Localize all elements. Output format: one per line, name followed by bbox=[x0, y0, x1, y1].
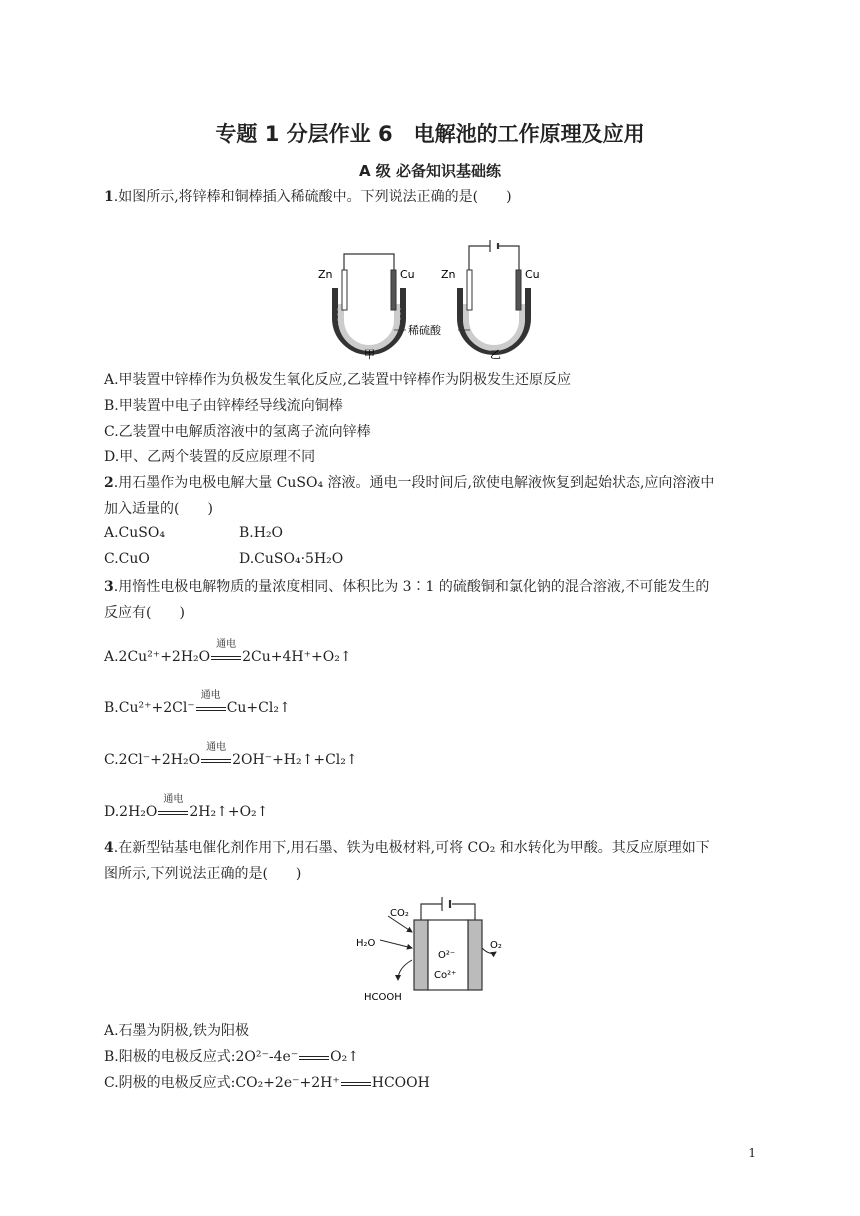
question-text: .如图所示,将锌棒和铜棒插入稀硫酸中。下列说法正确的是( ) bbox=[113, 189, 512, 205]
label-co2-plus: Co²⁺ bbox=[434, 970, 457, 981]
section-heading: A 级 必备知识基础练 bbox=[358, 162, 502, 180]
question-number: 3 bbox=[104, 579, 114, 595]
electrolysis-equals-sign: 通电 bbox=[158, 805, 188, 819]
question-4-stem bbox=[104, 837, 710, 857]
question-3-stem-cont: 反应有( ) bbox=[104, 605, 185, 621]
equals-sign bbox=[299, 1050, 329, 1064]
electrolysis-equals-sign: 通电 bbox=[196, 701, 226, 715]
cell-jia bbox=[335, 254, 403, 352]
question-2-option-d: D.CuSO₄·5H₂O bbox=[239, 551, 344, 567]
label-yi: 乙 bbox=[490, 348, 501, 361]
question-1-option-a: A.甲装置中锌棒作为负极发生氧化反应,乙装置中锌棒作为阴极发生还原反应 bbox=[104, 372, 572, 388]
question-3-option-d: D.2H₂O 通电 2H₂↑+O₂↑ bbox=[104, 794, 269, 820]
question-2-option-c: C.CuO bbox=[104, 551, 150, 567]
question-4-option-c: C.阴极的电极反应式:CO₂+2e⁻+2H⁺ HCOOH bbox=[104, 1075, 430, 1091]
question-3-stem bbox=[104, 576, 709, 596]
figure-co2-electrolysis bbox=[350, 894, 520, 1006]
electrolysis-equals-sign: 通电 bbox=[211, 650, 241, 664]
question-number: 2 bbox=[104, 475, 114, 491]
label-co2: CO₂ bbox=[390, 908, 409, 919]
question-text: .用石墨作为电极电解大量 CuSO₄ 溶液。通电一段时间后,欲使电解液恢复到起始状态,应向溶液中 bbox=[113, 475, 715, 491]
label-o2-minus: O²⁻ bbox=[438, 950, 456, 961]
cell-yi bbox=[460, 240, 528, 352]
question-4-option-a: A.石墨为阴极,铁为阳极 bbox=[104, 1023, 250, 1039]
question-number: 4 bbox=[104, 840, 114, 856]
page-number: 1 bbox=[748, 1146, 756, 1160]
question-3-option-a: A.2Cu²⁺+2H₂O 通电 2Cu+4H⁺+O₂↑ bbox=[104, 639, 352, 665]
question-1-option-d: D.甲、乙两个装置的反应原理不同 bbox=[104, 449, 316, 465]
page-title: 专题 1 分层作业 6 电解池的工作原理及应用 bbox=[215, 122, 645, 146]
label-dilute-acid: 稀硫酸 bbox=[408, 324, 441, 337]
question-2-stem-cont: 加入适量的( ) bbox=[104, 501, 213, 517]
label-jia: 甲 bbox=[364, 348, 375, 361]
question-3-option-b: B.Cu²⁺+2Cl⁻ 通电 Cu+Cl₂↑ bbox=[104, 690, 291, 716]
equals-sign bbox=[341, 1076, 371, 1090]
question-3-option-c: C.2Cl⁻+2H₂O 通电 2OH⁻+H₂↑+Cl₂↑ bbox=[104, 742, 358, 768]
electrode-right bbox=[468, 920, 482, 990]
question-2-options-row-2 bbox=[104, 551, 343, 567]
label-cu-a: Cu bbox=[400, 268, 415, 281]
question-2-options-row-1 bbox=[104, 525, 283, 541]
question-text: .用惰性电极电解物质的量浓度相同、体积比为 3∶1 的硫酸铜和氯化钠的混合溶液,不可能发生的 bbox=[113, 579, 710, 595]
question-1-option-b: B.甲装置中电子由锌棒经导线流向铜棒 bbox=[104, 398, 343, 414]
question-number: 1 bbox=[104, 189, 114, 205]
question-4-option-b: B.阳极的电极反应式:2O²⁻-4e⁻ O₂↑ bbox=[104, 1049, 359, 1065]
question-2-stem bbox=[104, 472, 714, 492]
label-cu-b: Cu bbox=[525, 268, 540, 281]
electrode-left bbox=[414, 920, 428, 990]
electrolysis-equals-sign: 通电 bbox=[201, 753, 231, 767]
question-text: .在新型钴基电催化剂作用下,用石墨、铁为电极材料,可将 CO₂ 和水转化为甲酸。其反应原理如下 bbox=[113, 840, 710, 856]
label-zn-b: Zn bbox=[441, 268, 456, 281]
figure-zn-cu-cells bbox=[310, 238, 550, 362]
label-o2: O₂ bbox=[490, 940, 502, 951]
question-1-option-c: C.乙装置中电解质溶液中的氢离子流向锌棒 bbox=[104, 424, 371, 440]
question-2-option-a: A.CuSO₄ bbox=[104, 525, 165, 541]
question-4-stem-cont: 图所示,下列说法正确的是( ) bbox=[104, 866, 302, 882]
question-2-option-b: B.H₂O bbox=[239, 525, 284, 541]
question-1-stem bbox=[104, 186, 512, 206]
label-zn-a: Zn bbox=[318, 268, 333, 281]
label-h2o: H₂O bbox=[356, 938, 376, 949]
label-hcooh: HCOOH bbox=[364, 992, 402, 1003]
